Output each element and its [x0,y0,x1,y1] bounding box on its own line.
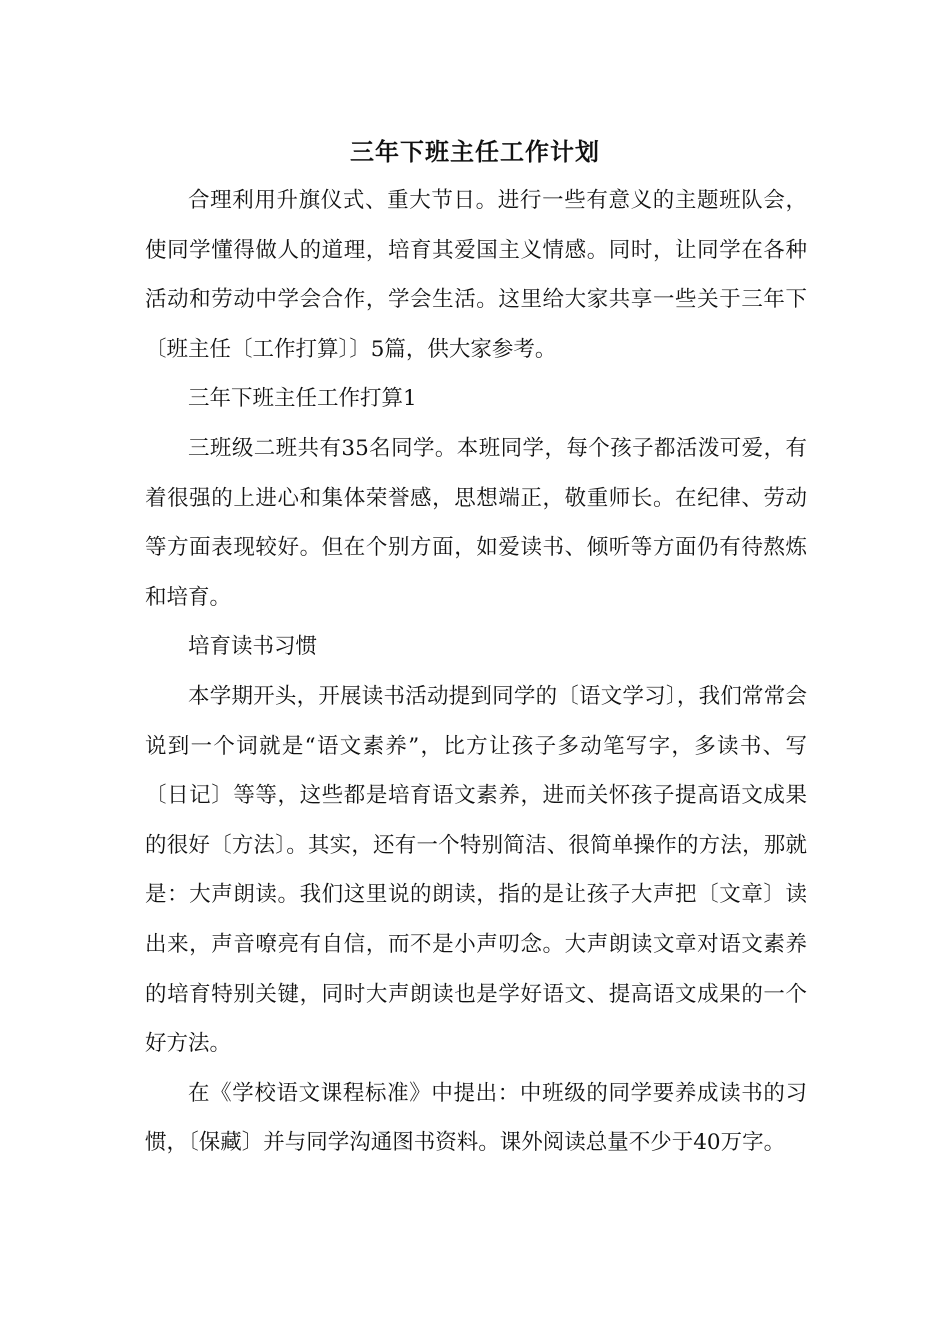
paragraph-curriculum-standard: 在《学校语文课程标准》中提出：中班级的同学要养成读书的习惯，〔保藏〕并与同学沟通图书资料。课外阅读总量不少于40万字。 [145,1080,807,1156]
document-body [145,176,807,1168]
section-heading-plan-1: 三年下班主任工作打算1 [188,386,417,412]
page-title: 三年下班主任工作计划 [350,137,600,166]
section-heading-reading-habit: 培育读书习惯 [188,634,318,660]
paragraph-intro: 合理利用升旗仪式、重大节日。进行一些有意义的主题班队会，使同学懂得做人的道理，培育其爱国主义情感。同时，让同学在各种活动和劳动中学会合作，学会生活。这里给大家共享一些关于三年下〔班主任〔工作打算〕〕5篇，供大家参考。 [145,188,807,362]
paragraph-reading-aloud: 本学期开头，开展读书活动提到同学的〔语文学习〕，我们常常会说到一个词就是“语文素养”，比方让孩子多动笔写字，多读书、写〔日记〕等等，这些都是培育语文素养，进而关怀孩子提高语文成果的很好〔方法〕。其实，还有一个特别简洁、很简单操作的方法，那就是：大声朗读。我们这里说的朗读，指的是让孩子大声把〔文章〕读出来，声音嘹亮有自信，而不是小声叨念。大声朗读文章对语文素养的培育特别关键，同时大声朗读也是学好语文、提高语文成果的一个好方法。 [145,683,807,1057]
paragraph-class-overview: 三班级二班共有35名同学。本班同学，每个孩子都活泼可爱，有着很强的上进心和集体荣誉感，思想端正，敬重师长。在纪律、劳动等方面表现较好。但在个别方面，如爱读书、倾听等方面仍有待熬炼和培育。 [145,435,807,610]
